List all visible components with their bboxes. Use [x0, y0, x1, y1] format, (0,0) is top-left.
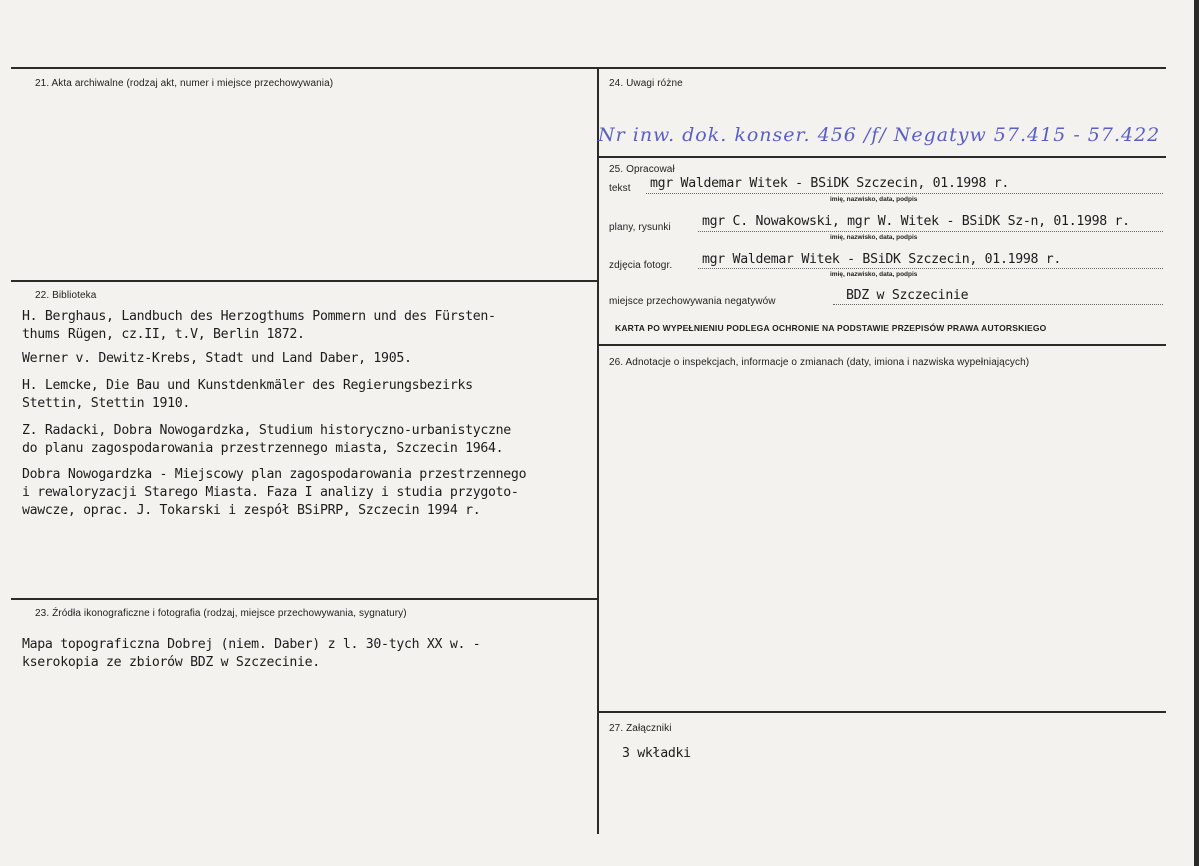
section-21-label: 21. Akta archiwalne (rodzaj akt, numer i miejsce przechowywania)	[35, 78, 334, 89]
rule-21-22	[11, 280, 598, 282]
plany-dotted-line	[698, 231, 1163, 232]
tekst-sublabel: imię, nazwisko, data, podpis	[830, 196, 918, 203]
tekst-label: tekst	[609, 183, 631, 194]
bibliography-entry-line: Dobra Nowogardzka - Miejscowy plan zagospodarowania przestrzennego	[22, 467, 527, 482]
bibliography-entry-line: do planu zagospodarowania przestrzennego miasta, Szczecin 1964.	[22, 441, 504, 456]
section-23-label: 23. Źródła ikonograficzne i fotografia (rodzaj, miejsce przechowywania, sygnatury)	[35, 608, 407, 619]
plany-sublabel: imię, nazwisko, data, podpis	[830, 234, 918, 241]
handwritten-inventory-note: Nr inw. dok. konser. 456 /f/ Negatyw 57.415 - 57.422	[598, 124, 1161, 146]
bibliography-entry-line: wawcze, oprac. J. Tokarski i zespół BSiPRP, Szczecin 1994 r.	[22, 503, 481, 518]
rule-26-27	[598, 711, 1166, 713]
section-24-label: 24. Uwagi różne	[609, 78, 683, 89]
bibliography-entry-line: Stettin, Stettin 1910.	[22, 396, 191, 411]
zdjecia-label: zdjęcia fotogr.	[609, 260, 673, 271]
rule-24-25	[598, 156, 1166, 158]
card-edge	[1194, 0, 1199, 866]
negatives-location-label: miejsce przechowywania negatywów	[609, 296, 776, 307]
tekst-value: mgr Waldemar Witek - BSiDK Szczecin, 01.1998 r.	[650, 176, 1010, 191]
section-27-label: 27. Załączniki	[609, 723, 672, 734]
plany-value: mgr C. Nowakowski, mgr W. Witek - BSiDK Sz-n, 01.1998 r.	[702, 214, 1130, 229]
rule-22-23	[11, 598, 598, 600]
section-22-label: 22. Biblioteka	[35, 290, 97, 301]
bibliography-entry-line: H. Lemcke, Die Bau und Kunstdenkmäler des Regierungsbezirks	[22, 378, 473, 393]
zdjecia-sublabel: imię, nazwisko, data, podpis	[830, 271, 918, 278]
zdjecia-dotted-line	[698, 268, 1163, 269]
top-rule	[11, 67, 1166, 69]
bibliography-entry-line: thums Rügen, cz.II, t.V, Berlin 1872.	[22, 327, 305, 342]
copyright-notice: KARTA PO WYPEŁNIENIU PODLEGA OCHRONIE NA PODSTAWIE PRZEPISÓW PRAWA AUTORSKIEGO	[615, 323, 1047, 333]
plany-label: plany, rysunki	[609, 222, 671, 233]
tekst-dotted-line	[646, 193, 1163, 194]
section-26-label: 26. Adnotacje o inspekcjach, informacje o zmianach (daty, imiona i nazwiska wypełniających)	[609, 357, 1030, 368]
rule-25-26	[598, 344, 1166, 346]
bibliography-entry-line: Werner v. Dewitz-Krebs, Stadt und Land Daber, 1905.	[22, 351, 412, 366]
zdjecia-value: mgr Waldemar Witek - BSiDK Szczecin, 01.1998 r.	[702, 252, 1062, 267]
attachments-value: 3 wkładki	[622, 746, 691, 761]
negatives-dotted-line	[833, 304, 1163, 305]
center-divider	[597, 67, 599, 834]
section-25-label: 25. Opracował	[609, 164, 675, 175]
iconography-line-1: Mapa topograficzna Dobrej (niem. Daber) z l. 30-tych XX w. -	[22, 637, 481, 652]
iconography-line-2: kserokopia ze zbiorów BDZ w Szczecinie.	[22, 655, 320, 670]
bibliography-entry-line: i rewaloryzacji Starego Miasta. Faza I analizy i studia przygoto-	[22, 485, 519, 500]
negatives-location-value: BDZ w Szczecinie	[846, 288, 969, 303]
bibliography-entry-line: H. Berghaus, Landbuch des Herzogthums Pommern und des Fürsten-	[22, 309, 496, 324]
bibliography-entry-line: Z. Radacki, Dobra Nowogardzka, Studium historyczno-urbanistyczne	[22, 423, 511, 438]
